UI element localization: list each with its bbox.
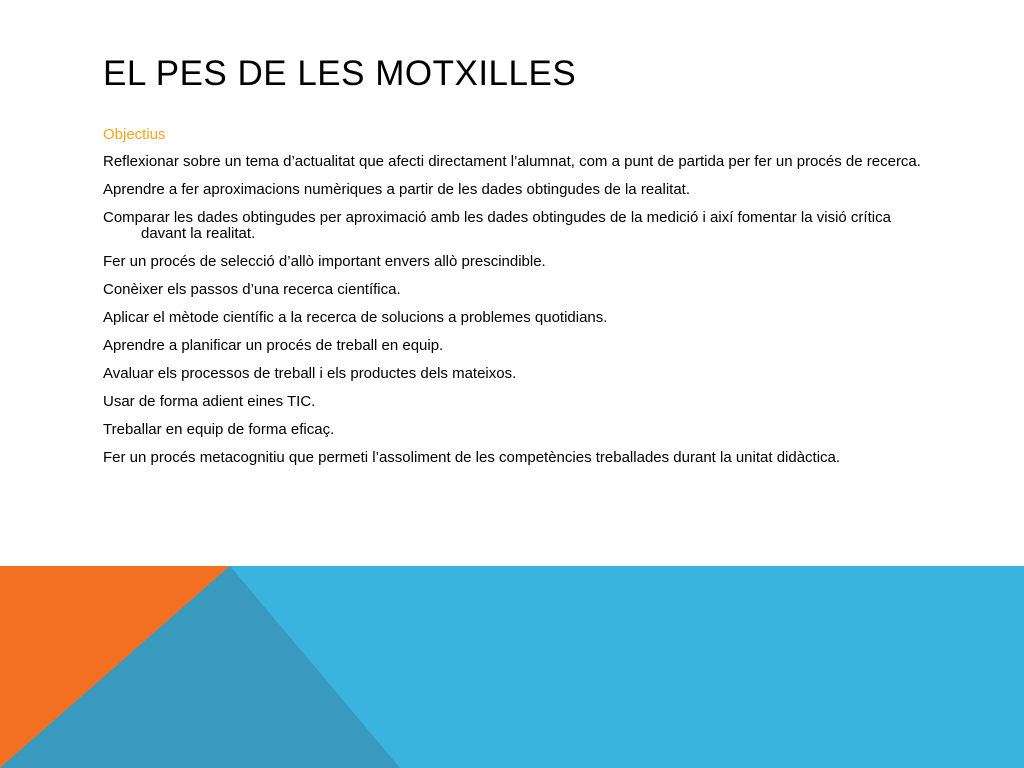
objective-item: Aplicar el mètode científic a la recerca de solucions a problemes quotidians. <box>103 309 608 326</box>
objective-item: Treballar en equip de forma eficaç. <box>103 421 335 438</box>
objective-item: Aprendre a fer aproximacions numèriques a partir de les dades obtingudes de la realitat. <box>103 181 691 198</box>
decorative-footer <box>0 566 1024 768</box>
objective-item: Fer un procés metacognitiu que permeti l’assoliment de les competències treballades durant la unitat didàctica. <box>103 449 841 466</box>
objective-item: Reflexionar sobre un tema d’actualitat que afecti directament l’alumnat, com a punt de partida per fer un procés de recerca. <box>103 153 921 170</box>
objective-item: Comparar les dades obtingudes per aproximació amb les dades obtingudes de la medició i així fomentar la visió crítica davant la realitat. <box>103 209 891 242</box>
slide-content <box>103 126 933 478</box>
objectives-heading: Objectius <box>103 126 166 143</box>
objective-item: Fer un procés de selecció d’allò important envers allò prescindible. <box>103 253 546 270</box>
objective-item: Conèixer els passos d’una recerca científica. <box>103 281 401 298</box>
objective-item: Avaluar els processos de treball i els productes dels mateixos. <box>103 365 517 382</box>
objective-item: Usar de forma adient eines TIC. <box>103 393 316 410</box>
objectives-list <box>103 154 933 466</box>
objective-item: Aprendre a planificar un procés de treball en equip. <box>103 337 444 354</box>
slide-title: EL PES DE LES MOTXILLES <box>103 54 577 93</box>
